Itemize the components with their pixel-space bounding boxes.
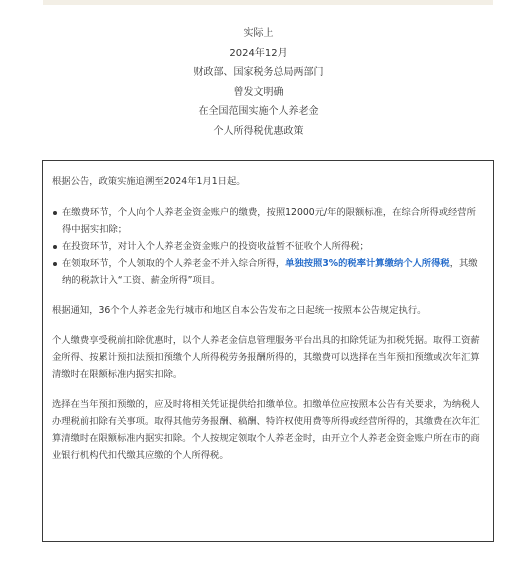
bullet-investment <box>52 238 484 255</box>
bullet-text-after: ，其缴纳的税款计入“工资、薪金所得”项目。 <box>62 258 478 286</box>
intro-line: 个人所得税优惠政策 <box>213 125 304 137</box>
intro-header <box>0 24 517 142</box>
decorative-top-strip <box>43 0 493 5</box>
bullet-highlight-text: 单独按照3%的税率计算缴纳个人所得税 <box>285 258 450 269</box>
bullet-text: 在投资环节，对计入个人养老金资金账户的投资收益暂不征收个人所得税； <box>62 241 369 252</box>
intro-line: 2024年12月 <box>229 47 288 59</box>
notice-paragraph: 根据通知，36个个人养老金先行城市和地区自本公告发布之日起统一按照本公告规定执行。 <box>52 305 427 316</box>
policy-notice-box <box>42 160 494 542</box>
notice-lead: 根据公告，政策实施追溯至2024年1月1日起。 <box>52 176 246 187</box>
bullet-withdrawal <box>52 255 484 289</box>
intro-line: 在全国范围实施个人养老金 <box>198 106 319 118</box>
notice-paragraph: 选择在当年预扣预缴的，应及时将相关凭证提供给扣缴单位。扣缴单位应按照本公告有关要求，为纳税人办理税前扣除有关事项。取得其他劳务报酬、稿酬、特许权使用费等所得或经营所得的，其缴费在次年汇算清缴时在限额标准内据实扣除。个人按规定领取个人养老金时，由开立个人养老金资金账户所在市的商业银行机构代扣代缴其应缴的个人所得税。 <box>52 399 480 461</box>
intro-line: 曾发文明确 <box>233 86 284 98</box>
notice-paragraph: 个人缴费享受税前扣除优惠时，以个人养老金信息管理服务平台出具的扣除凭证为扣税凭据。取得工资薪金所得、按累计预扣法预扣预缴个人所得税劳务报酬所得的，其缴费可以选择在当年预扣预缴或次年汇算清缴时在限额标准内据实扣除。 <box>52 335 480 380</box>
intro-line: 财政部、国家税务总局两部门 <box>193 67 324 79</box>
bullet-contribution <box>52 204 484 238</box>
bullet-text-before: 在领取环节，个人领取的个人养老金不并入综合所得， <box>62 258 286 269</box>
policy-bullet-list <box>52 204 484 289</box>
bullet-text: 在缴费环节，个人向个人养老金资金账户的缴费，按照12000元/年的限额标准，在综合所得或经营所得中据实扣除； <box>62 207 476 235</box>
intro-line: 实际上 <box>243 28 274 39</box>
